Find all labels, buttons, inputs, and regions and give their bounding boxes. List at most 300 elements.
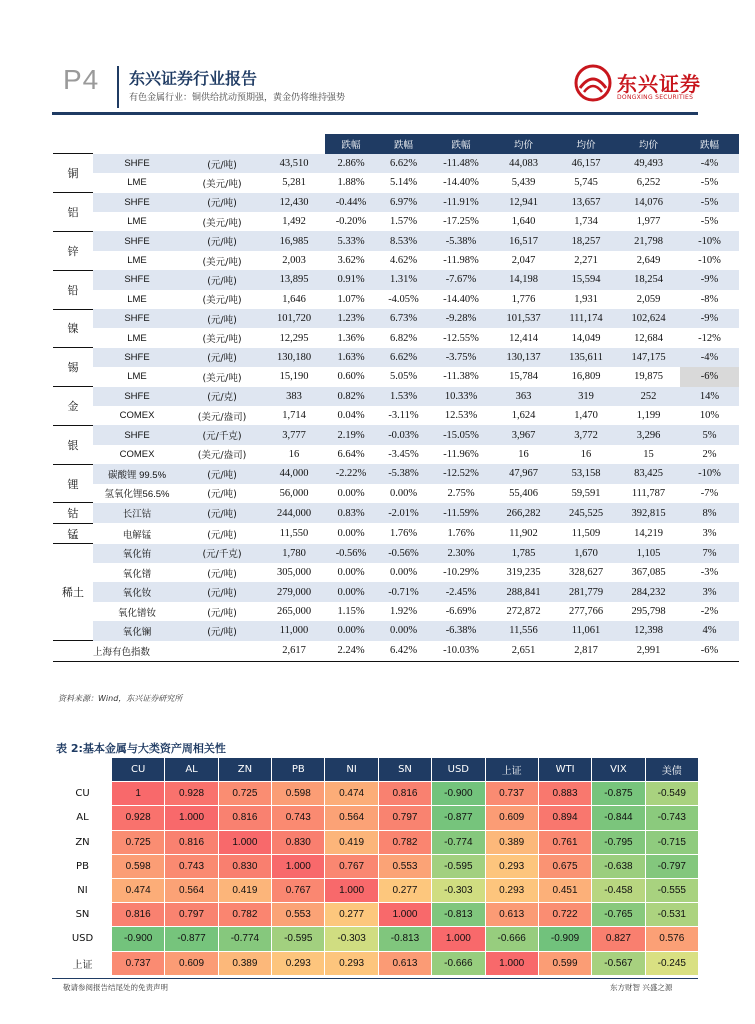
table-row [53,425,739,444]
row-header: AL [54,806,112,830]
table-cell: 11,902 [509,528,538,539]
source-note: 资料来源：Wind，东兴证券研究所 [58,694,183,703]
table-cell: 0.00% [377,621,430,640]
table-row [54,903,699,927]
table-cell: 11,061 [555,621,617,640]
table-cell: 14,219 [634,528,663,539]
table-header-row [54,758,699,782]
table-cell: -6% [680,367,739,386]
heatmap-cell: 1.000 [378,903,431,927]
heatmap-cell: 0.737 [112,951,165,975]
table-cell: (美元/盎司) [197,411,247,423]
column-header: CU [112,758,165,782]
table-cell: 1.31% [377,270,430,289]
heatmap-cell: -0.797 [645,854,698,878]
table-row [53,503,739,523]
table-cell: 16,809 [571,371,601,383]
table-cell: 59,591 [571,487,601,499]
heatmap-cell: 0.816 [112,903,165,927]
table-cell: -9% [680,309,739,328]
table-cell: SHFE [93,270,181,289]
column-header: USD [432,758,485,782]
heatmap-cell: 0.737 [485,782,538,806]
table-cell: 46,157 [555,154,617,173]
table-cell: -0.03% [377,425,430,444]
table-cell: 19,875 [634,371,663,383]
table-cell: LME [127,177,147,189]
table-cell: -6.38% [430,621,492,640]
table-cell: 2,047 [511,255,536,267]
heatmap-cell: 0.553 [272,903,325,927]
table-cell: 18,257 [555,231,617,250]
table-cell: 130,137 [492,348,555,367]
table-cell: 10% [699,410,720,422]
table-cell: 277,766 [568,606,604,618]
table-cell: (美元/吨) [202,217,242,229]
heatmap-cell: -0.900 [112,927,165,951]
table-cell: 15,784 [509,371,538,383]
table-cell: 295,798 [631,606,666,618]
table-row [53,484,739,503]
table-cell: 130,180 [263,348,325,367]
table-cell: 2,651 [492,641,555,661]
header-rule [52,112,698,115]
table-cell: 281,779 [555,582,617,601]
table-cell: -6.69% [445,606,477,618]
heatmap-cell: 0.564 [325,806,378,830]
table-cell: 氧化镧 [93,621,181,640]
heatmap-cell: 0.451 [538,878,591,902]
header-divider [117,66,119,108]
table-cell: -4% [680,154,739,173]
heatmap-cell: 0.613 [485,903,538,927]
table-row [53,270,739,289]
table-cell: 6.62% [377,154,430,173]
table-cell: -2.01% [377,503,430,523]
heatmap-cell: -0.743 [645,806,698,830]
table-cell: 8% [680,503,739,523]
table-cell: 1.36% [337,332,365,344]
table-cell: 2.86% [325,154,377,173]
heatmap-cell: 0.827 [592,927,645,951]
table-cell: 10.33% [430,387,492,406]
column-header: 上证 [485,758,538,782]
heatmap-cell: -0.567 [592,951,645,975]
table-cell: 5.33% [325,231,377,250]
table-cell: 5.14% [389,177,418,189]
column-header: 均价 [617,134,680,154]
table-cell: (元/吨) [181,154,263,173]
table-cell: (元/吨) [207,607,237,619]
metal-label: 锌 [53,231,93,270]
heatmap-cell: -0.813 [378,927,431,951]
heatmap-cell: 0.797 [165,903,218,927]
table-cell: LME [127,293,147,305]
table-cell: SHFE [93,387,181,406]
table-cell: -9% [680,270,739,289]
heatmap-cell: 0.782 [218,903,271,927]
table-row [53,544,739,563]
table-cell: 6.42% [377,641,430,661]
table-row [53,367,739,386]
metal-label [53,641,93,661]
table-cell: 111,174 [555,309,617,328]
column-header [93,134,181,154]
table-row [54,854,699,878]
table-cell: 44,000 [263,464,325,483]
table-cell: 14,049 [571,332,601,344]
column-header: 跌幅 [377,134,430,154]
heatmap-cell: 0.743 [165,854,218,878]
table-cell: 319 [555,387,617,406]
heatmap-cell: -0.458 [592,878,645,902]
table-cell: -10.03% [430,641,492,661]
correlation-table [53,757,699,976]
table-cell: 101,537 [492,309,555,328]
heatmap-cell: -0.245 [645,951,698,975]
heatmap-cell: 1.000 [165,806,218,830]
heatmap-cell: 0.725 [112,830,165,854]
table-cell: 7% [680,544,739,563]
table-cell: (美元/吨) [202,295,242,307]
table-cell: 16 [580,448,592,460]
table-cell: 1.76% [447,528,475,539]
heatmap-cell: -0.909 [538,927,591,951]
table-cell: 6.62% [377,348,430,367]
table-cell: 13,657 [555,193,617,212]
table-cell: -2.45% [430,582,492,601]
table-row [53,251,739,270]
heatmap-cell: 0.564 [165,878,218,902]
column-header [53,134,93,154]
metal-label: 银 [53,425,93,464]
table-cell: LME [127,371,147,383]
table-cell: 6.73% [377,309,430,328]
metal-label: 镍 [53,309,93,348]
column-header: SN [378,758,431,782]
table-row [53,523,739,543]
heatmap-cell: -0.795 [592,830,645,854]
heatmap-cell: -0.877 [165,927,218,951]
table-row [53,445,739,464]
column-header: 均价 [492,134,555,154]
table-cell: 288,841 [492,582,555,601]
table-cell: 4.62% [389,255,418,267]
heatmap-cell: 0.816 [165,830,218,854]
table-cell: 电解锰 [122,529,152,541]
table-cell: -4% [680,348,739,367]
table-cell: 15,190 [279,371,309,383]
logo-subtext: DONGXING SECURITIES [617,94,694,101]
heatmap-cell: -0.666 [432,951,485,975]
table-cell: 245,525 [555,503,617,523]
table-cell: (美元/吨) [202,334,242,346]
heatmap-cell: -0.303 [325,927,378,951]
table-cell: (元/千克) [181,544,263,563]
heatmap-cell: 0.293 [325,951,378,975]
heatmap-cell: 0.293 [485,878,538,902]
table-cell: 18,254 [617,270,680,289]
table-cell: LME [127,332,147,344]
table-cell: 2,003 [282,255,306,267]
table-cell: 0.83% [325,503,377,523]
table-cell: (元/千克) [181,425,263,444]
heatmap-cell: -0.303 [432,878,485,902]
heatmap-cell: 0.816 [378,782,431,806]
table-cell: -14.40% [443,177,479,189]
table-cell: (元/吨) [181,503,263,523]
heatmap-cell: 0.767 [325,854,378,878]
report-subtitle: 有色金属行业：铜供给扰动预期强，黄金仍将维持强势 [129,93,346,103]
row-header: PB [54,854,112,878]
table-cell: (元/吨) [181,621,263,640]
heatmap-cell: 0.613 [378,951,431,975]
table-cell: 13,895 [263,270,325,289]
table-cell: 367,085 [631,567,666,579]
heatmap-cell: -0.715 [645,830,698,854]
table-cell: -11.91% [430,193,492,212]
heatmap-cell: -0.595 [272,927,325,951]
heatmap-cell: 1.000 [432,927,485,951]
heatmap-cell: -0.900 [432,782,485,806]
metal-price-table [53,134,739,662]
table-cell: 0.00% [389,487,418,499]
table-cell: 0.60% [337,371,365,383]
heatmap-cell: 0.553 [378,854,431,878]
heatmap-cell: -0.666 [485,927,538,951]
heatmap-cell: 0.761 [538,830,591,854]
table-cell: 5.05% [389,371,418,383]
table-row [54,806,699,830]
table-cell: -0.56% [325,544,377,563]
table-cell: 244,000 [263,503,325,523]
heatmap-cell: -0.549 [645,782,698,806]
table-cell: 305,000 [276,567,312,579]
table-cell: 11,556 [492,621,555,640]
table-cell: 56,000 [279,487,309,499]
heatmap-cell: 1.000 [218,830,271,854]
table-cell: 319,235 [506,567,541,579]
table-cell: -8% [700,293,719,305]
table-cell: SHFE [93,348,181,367]
table-cell: 16,985 [263,231,325,250]
table-row [53,212,739,231]
table-cell: 长江钴 [93,503,181,523]
table-row [53,641,739,661]
table-cell: -9.28% [430,309,492,328]
table-cell: 11,550 [279,528,309,539]
table-cell: 1.63% [325,348,377,367]
table-cell: 0.00% [337,528,365,539]
table-cell: SHFE [93,231,181,250]
heatmap-cell: 0.767 [272,878,325,902]
table-cell: 6.64% [337,448,365,460]
table-row [53,173,739,192]
table-cell: 5,281 [282,177,306,189]
table-cell: 氧化钕 [93,582,181,601]
table-cell: 2.30% [430,544,492,563]
table-cell: 氧化镨 [122,568,152,580]
table-cell: -3.45% [388,448,419,460]
heatmap-cell: 0.419 [218,878,271,902]
table-cell: 111,787 [631,487,666,499]
row-header: ZN [54,830,112,854]
report-title: 东兴证券行业报告 [129,69,258,88]
table-cell: 53,158 [555,464,617,483]
table-cell [181,641,263,661]
metal-label: 稀土 [53,544,93,641]
table-cell: 43,510 [263,154,325,173]
table-cell: 265,000 [276,606,312,618]
table-cell: (元/吨) [181,348,263,367]
table-cell: 1,640 [511,216,536,228]
heatmap-cell: 0.293 [272,951,325,975]
table-cell: -11.98% [443,255,479,267]
table-cell: 1.88% [337,177,365,189]
table-cell: -5% [700,177,719,189]
table-cell: SHFE [93,425,181,444]
heatmap-cell: 0.599 [538,951,591,975]
row-header: USD [54,927,112,951]
table-row [54,951,699,975]
page-number: P4 [63,64,100,95]
heatmap-cell: 0.419 [325,830,378,854]
table-cell: -4.05% [388,293,419,305]
table-cell: 4% [680,621,739,640]
table-cell: -2% [700,606,719,618]
table-cell: (美元/吨) [202,372,242,384]
table-cell: 11,000 [263,621,325,640]
table-cell: -10% [680,231,739,250]
table-cell: 5,439 [511,177,536,189]
table-cell: -14.40% [443,293,479,305]
heatmap-cell: 0.830 [272,830,325,854]
table-cell: 1,714 [282,410,306,422]
table-cell: -0.20% [335,216,367,228]
table-row [53,406,739,425]
heatmap-cell: 0.277 [378,878,431,902]
table-cell: 272,872 [506,606,541,618]
heatmap-cell: 0.816 [218,806,271,830]
table-cell: 1,785 [492,544,555,563]
metal-label: 锡 [53,348,93,387]
table-cell: 1,470 [574,410,598,422]
table-cell: 1,105 [617,544,680,563]
table-cell: 44,083 [492,154,555,173]
table-row [54,830,699,854]
table-cell: 12,295 [279,332,309,344]
table-cell: 5,745 [574,177,598,189]
heatmap-cell: 0.598 [272,782,325,806]
table-cell: 16,517 [492,231,555,250]
table-cell: (元/吨) [181,193,263,212]
table-cell: 0.04% [337,410,365,422]
table-cell: 3,967 [492,425,555,444]
table-cell: 碳酸锂 99.5% [93,464,181,483]
table-cell: 1,624 [511,410,536,422]
row-header: CU [54,782,112,806]
table-cell: -0.44% [325,193,377,212]
column-header [263,134,325,154]
logo-text: 东兴证券 [617,72,701,96]
table-cell: 83,425 [617,464,680,483]
column-header: NI [325,758,378,782]
heatmap-cell: 0.782 [378,830,431,854]
table-cell: 氧化镨钕 [117,607,156,619]
column-header: ZN [218,758,271,782]
heatmap-cell: 0.277 [325,903,378,927]
table-cell: 147,175 [617,348,680,367]
table-cell: 2.19% [325,425,377,444]
table-cell: 12,430 [263,193,325,212]
heatmap-cell: 0.389 [218,951,271,975]
heatmap-cell: 0.894 [538,806,591,830]
table-cell: 47,967 [492,464,555,483]
heatmap-cell: -0.774 [432,830,485,854]
table-row [53,231,739,250]
table-cell: 0.82% [325,387,377,406]
table-cell: 8.53% [377,231,430,250]
table-cell: 1,670 [555,544,617,563]
table-row [53,563,739,582]
table-row [54,878,699,902]
metal-label: 锂 [53,464,93,503]
heatmap-cell: 0.830 [218,854,271,878]
table-cell: 2,817 [555,641,617,661]
table-cell: -10% [680,464,739,483]
table-cell: 15,594 [555,270,617,289]
table-cell: 1,931 [574,293,598,305]
table-row [53,602,739,621]
column-header: WTI [538,758,591,782]
heatmap-cell: -0.595 [432,854,485,878]
table-cell: 2,991 [617,641,680,661]
heatmap-cell: 0.675 [538,854,591,878]
heatmap-cell: -0.813 [432,903,485,927]
table-cell: -10% [698,255,721,267]
heatmap-cell: 0.389 [485,830,538,854]
table-cell: COMEX [119,410,155,422]
table-cell: 0.00% [325,582,377,601]
metal-label: 金 [53,387,93,426]
heatmap-cell: 0.609 [485,806,538,830]
heatmap-cell: 1.000 [485,951,538,975]
table-row [53,328,739,347]
table-cell: 2,617 [263,641,325,661]
table-row [53,348,739,367]
table-cell: (元/吨) [181,464,263,483]
heatmap-cell: -0.877 [432,806,485,830]
heatmap-cell: 1.000 [272,854,325,878]
table-cell: 135,611 [555,348,617,367]
table-cell: 3,777 [263,425,325,444]
table-cell: 3,296 [617,425,680,444]
table-cell: 14% [680,387,739,406]
column-header: AL [165,758,218,782]
table-cell: -11.48% [430,154,492,173]
table-cell: (美元/吨) [202,178,242,190]
table-cell: 2,059 [636,293,661,305]
heatmap-cell: 0.474 [325,782,378,806]
table-cell: (元/吨) [207,529,237,541]
table-cell: 55,406 [509,487,538,499]
metal-label: 钴 [53,503,93,523]
table-cell: 1,977 [636,216,661,228]
table-cell: 266,282 [492,503,555,523]
table-cell: -5% [680,193,739,212]
row-header: SN [54,903,112,927]
table-cell: -15.05% [430,425,492,444]
